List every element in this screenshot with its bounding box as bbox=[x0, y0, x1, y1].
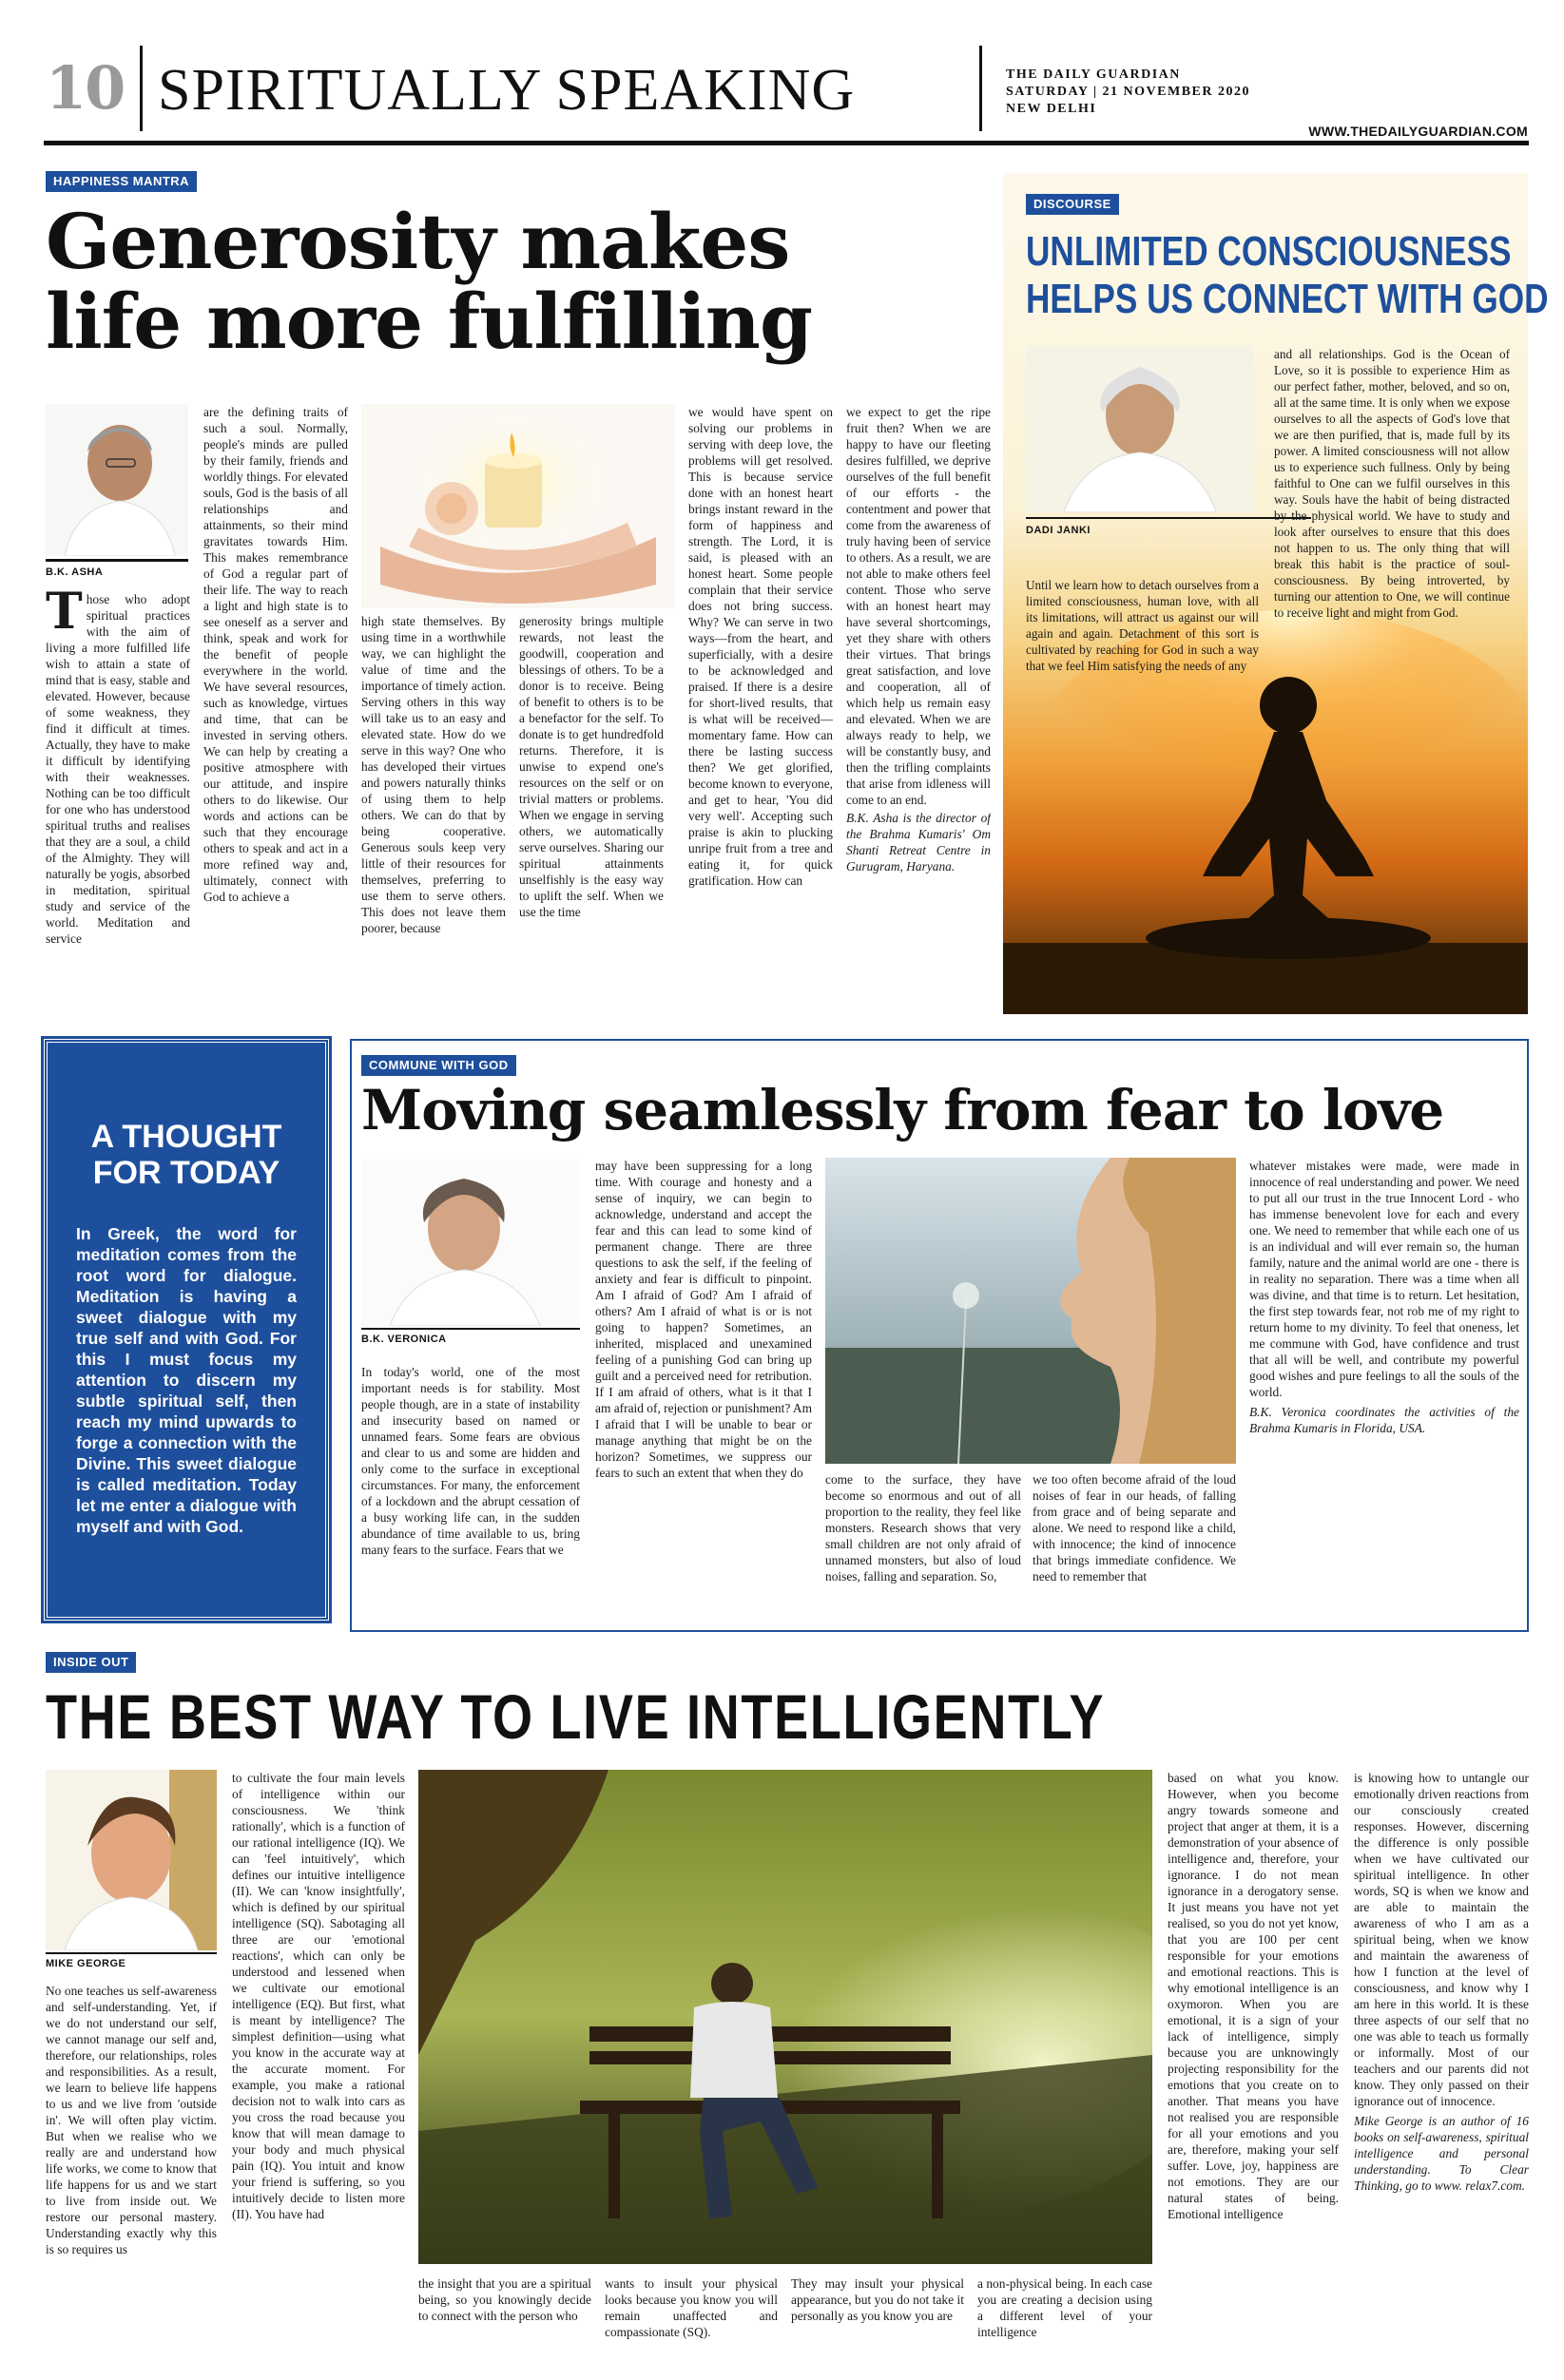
insideout-col7: based on what you know. However, when you become angry towards someone and project that anger at them, it is a demonstration of your absence of intelligence and, therefore, your ignorance. I do not mean ignorance in a derogatory sense. It just means you have not yet realised, so you do not yet know, that you are 100 per cent responsible for your emotions and emotional reactions. This is why emotional intelligence is an oxymoron. When you are emotional, it is a sign of your lack of intelligence, simply because you are unknowingly projecting responsibility for the emotions that you create on to another. That means you have not realised you are responsible for all your emotions and you are, therefore, making your self suffer. Love, joy, happiness are not emotions. They are our natural states of being. Emotional intelligence bbox=[1168, 1771, 1339, 2221]
commune-col5-text: whatever mistakes were made, were made in innocence of real understanding and power. We need to put all our trust in the true Innocent Lord - who has immense benevolent love for each and every one. We need to remember that while each one of us is an individual and will ever remain so, the human family, nature and the animal world are one - there is in reality no separation. There was a time when all was divine, and that time is to return. Let hesitation, the first step towards fear, not rob me of my right to return home to my divinity. To feel that oneness, let me commune with God, have confidence and trust that all will be well, and contribute my powerful good wishes and pure feelings to all the souls of the world. bbox=[1249, 1159, 1519, 1399]
insideout-col4: wants to insult your physical looks because you know you will remain unaffected and compassionate (SQ). bbox=[605, 2276, 778, 2339]
byline-rule-veronica bbox=[361, 1328, 580, 1330]
bk-veronica-photo bbox=[361, 1160, 580, 1326]
insideout-col3: the insight that you are a spiritual being, so you knowingly decide to connect with the person who bbox=[418, 2276, 591, 2323]
woman-profile-image bbox=[825, 1158, 1236, 1464]
discourse-headline-line-2: HELPS US CONNECT WITH GOD bbox=[1026, 276, 1549, 322]
commune-col5 bbox=[1249, 1158, 1519, 1623]
byline-dadi-janki: DADI JANKI bbox=[1026, 525, 1091, 536]
discourse-col2: and all relationships. God is the Ocean of Love, so it is possible to experience Him as our perfect father, mother, beloved, and so on, all at the same time. It is only when we expose ourselves to all the aspects of God's love that we are then purified, that is, made full by its power. A limited consciousness will not allow us to experience such fullness. Only by being faithful to One can we fulfil ourselves in this way. Souls have the habit of being distracted by the physical world. We have to study and look after ourselves to ensure that this does not happen to us. The only thing that will break this habit is the practice of soul-consciousness. By being introverted, by turning our attention to One, we will continue to receive light and might from God. bbox=[1274, 347, 1510, 620]
byline-rule-mike bbox=[46, 1952, 217, 1954]
woman-dandelion-photo bbox=[825, 1158, 1236, 1464]
discourse-box bbox=[1003, 173, 1549, 1014]
header-rule bbox=[44, 141, 1529, 145]
portrait-bk-asha bbox=[46, 404, 188, 556]
drop-cap: T bbox=[46, 591, 83, 641]
article1-col3: high state themselves. By using time in a worthwhile way, we can highlight the value of time and the importance of timely action. Serving others in this way will take us to an easy and elevated state. How do we serve in this way? One who has developed their virtues and powers naturally thinks of using them to help others. We can do that by being cooperative. Generous souls keep very little of their resources for themselves, preferring to use them to serve others. This does not leave them poorer, because bbox=[361, 614, 506, 935]
section-tag-commune-with-god: COMMUNE WITH GOD bbox=[361, 1055, 516, 1076]
portrait-mike-george bbox=[46, 1770, 217, 1950]
commune-col1: In today's world, one of the most important needs is for stability. Most people though, are in a state of instability and insecurity based on named or unnamed fears. Some fears are obvious and clear to us and some are hidden and only come to the surface in exceptional circumstances. For many, the enforcement of a lockdown and the abrupt cessation of a busy working life can, in the sudden abundance of time available to us, bring many fears to the surface. Fears that we bbox=[361, 1365, 580, 1557]
article1-col1 bbox=[46, 591, 190, 1019]
article1-col5: we would have spent on solving our problems in serving with deep love, the problems will get resolved. This is because service done with an honest heart brings instant reward in the form of happiness and strength. The Lord, it is said, is pleased with an honest heart. Some people complain that their service does not bring success. Why? We can serve in two ways—from the heart, and superficially, with a desire to be acknowledged and praised. If there is a desire for short-lived results, that is what will be received—momentary fame. How can there be lasting success then? We get glorified, become known to everyone, and get to hear, 'You did very well'. Accepting such praise is akin to plucking unripe fruit from a tree and eating it, for quick gratification. How can bbox=[688, 405, 833, 888]
header-divider bbox=[140, 46, 143, 131]
thought-for-today-box bbox=[44, 1039, 329, 1621]
byline-rule-dadi bbox=[1026, 517, 1311, 519]
website-link[interactable]: WWW.THEDAILYGUARDIAN.COM bbox=[1308, 124, 1528, 139]
article4-credit: Mike George is an author of 16 books on self-awareness, spiritual intelligence and personal understanding. To Clear Thinking, go to www. relax7.com. bbox=[1354, 2114, 1529, 2193]
thought-title-line-2: FOR TODAY bbox=[92, 1155, 280, 1191]
headline-line-2: life more fulfilling bbox=[46, 277, 812, 366]
thought-title-line-1: A THOUGHT bbox=[90, 1119, 282, 1155]
candle-photo bbox=[361, 404, 675, 608]
insideout-col5: They may insult your physical appearance, but you do not take it personally as you know you are bbox=[791, 2276, 964, 2323]
park-bench-photo bbox=[418, 1770, 1152, 2264]
article1-col2: are the defining traits of such a soul. Normally, people's minds are pulled by their family, friends and worldly things. For elevated souls, God is the basis of all relationships and attainments, so their mind gravitates towards Him. This makes remembrance of God a regular part of their life. The way to reach a light and high state is to see oneself as a server and think, speak and work for the benefit of people everywhere in the world. We have several resources, such as knowledge, virtues and time, that can be invested in serving others. We can help by creating a positive atmosphere with our attitude, and inspire others to do likewise. Our words and actions can be such that they encourage others to speak and act in a more refined way and, ultimately, connect with God to achieve a bbox=[203, 405, 348, 904]
article1-credit: B.K. Asha is the director of the Brahma Kumaris' Om Shanti Retreat Centre in Gurugram, Haryana. bbox=[846, 811, 991, 873]
commune-col2: may have been suppressing for a long time. With courage and honesty and a sense of inquiry, we can begin to acknowledge, understand and accept the fear and this can lead to some kind of permanent change. There are three questions to ask the self, if the feeling of anxiety and fear is difficult to pinpoint. Am I afraid of God? Am I afraid of others? Am I afraid of what is or is not going to happen? Sometimes, an inherited, misplaced and unexamined feeling of a punishing God can bring up guilt and a perceived need for retribution. If I am afraid of others, what is it that I am afraid of, rejection or punishment? Am I afraid that I will be unable to bear or manage anything that might be on the horizon? Sometimes, we suppress our fears to such an extent that when they do bbox=[595, 1159, 812, 1480]
discourse-col1: Until we learn how to detach ourselves from a limited consciousness, human love, with all its limitations, will attract us against our will again and again. Detachment of this sort is cultivated by reaching for God in such a way that we feel Him satisfying the needs of any bbox=[1026, 578, 1259, 673]
page-number: 10 bbox=[46, 53, 125, 123]
byline-rule bbox=[46, 559, 188, 562]
headline-line-1: Generosity makes bbox=[46, 197, 790, 286]
mike-george-photo bbox=[46, 1770, 217, 1950]
commune-col4: we too often become afraid of the loud noises of fear in our heads, of falling from grace and of being separate and alone. We need to respond like a child, with innocence; the kind of innocence that brings immediate confidence. We need to remember that bbox=[1033, 1472, 1236, 1583]
portrait-bk-veronica bbox=[361, 1160, 580, 1326]
insideout-col1: No one teaches us self-awareness and self-understanding. Yet, if we do not understand our self, we cannot manage our self and, therefore, our relationships, roles and responsibilities. As a result, we learn to believe life happens to us and we live from 'outside in'. We will often play victim. But when we realise who we really are and understand how life works, we come to know that life happens for us and we start to live from inside out. We restore our personal mastery. Understanding exactly why this is so requires us bbox=[46, 1984, 217, 2256]
paper-name: THE DAILY GUARDIAN bbox=[1006, 67, 1181, 82]
headline-generosity bbox=[46, 197, 812, 366]
section-tag-inside-out: INSIDE OUT bbox=[46, 1652, 136, 1673]
insideout-col6: a non-physical being. In each case you are creating a decision using a different level of your intelligence bbox=[977, 2276, 1152, 2339]
byline-bk-asha: B.K. ASHA bbox=[46, 566, 104, 578]
masthead bbox=[1006, 67, 1250, 118]
article1-col6 bbox=[846, 404, 991, 1020]
section-title: SPIRITUALLY SPEAKING bbox=[158, 58, 856, 123]
headline-unlimited-consciousness bbox=[1026, 228, 1549, 323]
section-tag-happiness-mantra: HAPPINESS MANTRA bbox=[46, 171, 197, 192]
insideout-col8 bbox=[1354, 1770, 1529, 2355]
article3-credit: B.K. Veronica coordinates the activities of the Brahma Kumaris in Florida, USA. bbox=[1249, 1405, 1519, 1435]
byline-bk-veronica: B.K. VERONICA bbox=[361, 1334, 447, 1345]
thought-body: In Greek, the word for meditation comes from the root word for dialogue. Meditation is having a sweet dialogue with my true self and with God. For this I must focus my attention to discern my subtle spiritual self, then reach my mind upwards to forge a connection with the Divine. This sweet dialogue is called meditation. Today let me enter a dialogue with myself and with God. bbox=[76, 1224, 297, 1536]
bk-asha-photo bbox=[46, 404, 188, 556]
discourse-headline-line-1: UNLIMITED CONSCIOUSNESS bbox=[1026, 228, 1512, 275]
byline-mike-george: MIKE GEORGE bbox=[46, 1958, 126, 1969]
commune-col3: come to the surface, they have become so enormous and out of all proportion to the reality, they feel like monsters. Research shows that very small children are not only afraid of unnamed monsters, but also of loud noises, falling and separation. So, bbox=[825, 1472, 1021, 1583]
candle-hands-image bbox=[361, 404, 675, 608]
article1-col6-text: we expect to get the ripe fruit then? When we are happy to have our fleeting desires fulfilled, we deprive ourselves of the full benefit of our efforts - the contentment and power that come from the awareness of truly having been of service to others. As a result, we are not able to make others feel content. Those who serve with an honest heart may have several shortcomings, yet they share with others their virtues. That brings great satisfaction, and love and cooperation, all of which help us remain easy and elevated. When we are always ready to help, we will be constantly busy, and then the trifling complaints that arise from idleness will come to an end. bbox=[846, 405, 991, 807]
issue-city: NEW DELHI bbox=[1006, 102, 1097, 116]
insideout-col2: to cultivate the four main levels of intelligence within our consciousness. We 'think rationally', which is a function of our rational intelligence (IQ). We can 'feel intuitively', which defines our intuitive intelligence (II). We can 'know insightfully', which is defined by our spiritual intelligence (SQ). Sabotaging all three are our 'emotional reactions', which can only be understood and lessened when we cultivate our emotional intelligence (EQ). But first, what is meant by intelligence? The simplest definition—using what you know in the accurate way at the accurate moment. For example, you make a rational decision not to walk into cars as you cross the road because you know that will mean damage to your body and much physical pain (IQ). You intuit and know your friend is suffering, so you intuitively decide to listen more (II). You have had bbox=[232, 1771, 405, 2221]
headline-best-way: THE BEST WAY TO LIVE INTELLIGENTLY bbox=[46, 1681, 1106, 1752]
thought-title bbox=[48, 1119, 325, 1191]
article1-col1-text: hose who adopt spiritual practices with the aim of living a more fulfilled life wish to attain a state of mind that is easy, stable and elevated. However, because of some weakness, they find it difficult at times. Actually, they have to make it difficult by identifying with their weaknesses. Nothing can be too difficult for one who has understood spiritual truths and realises that they are a soul, a child of the Almighty. They will naturally be yogis, absorbed in meditation, spiritual study and service of the world. Meditation and service bbox=[46, 592, 190, 946]
dadi-janki-photo bbox=[1026, 346, 1254, 512]
portrait-dadi-janki bbox=[1026, 346, 1254, 512]
insideout-col8-text: is knowing how to untangle our emotionally driven reactions from our consciously created responses. However, discerning the difference is only possible when we have cultivated our spiritual intelligence. In other words, SQ is when we know and are able to maintain the awareness of who I am as a spiritual being, when we know and maintain the awareness of how I function at the level of consciousness, and know why I am here in this world. It is these three aspects of our self that no one was able to teach us formally or informally. Most of our teachers and our parents did not know. They only passed on their ignorance out of innocence. bbox=[1354, 1771, 1529, 2108]
man-on-bench-image bbox=[418, 1770, 1152, 2264]
issue-date: SATURDAY | 21 NOVEMBER 2020 bbox=[1006, 85, 1250, 99]
section-tag-discourse: DISCOURSE bbox=[1026, 194, 1119, 215]
article1-col4: generosity brings multiple rewards, not least the goodwill, cooperation and blessings of others. To be a donor is to receive. Being of benefit to others is to be a benefactor for the self. To donate is to get hundredfold returns. Therefore, it is unwise to expend one's resources on the self or on trivial matters or problems. When we engage in serving others, we automatically serve ourselves. Sharing our spiritual attainments unselfishly is the easy way to uplift the self. When we use the time bbox=[519, 614, 664, 919]
headline-fear-to-love: Moving seamlessly from fear to love bbox=[361, 1078, 1444, 1142]
header-divider-right bbox=[979, 46, 982, 131]
